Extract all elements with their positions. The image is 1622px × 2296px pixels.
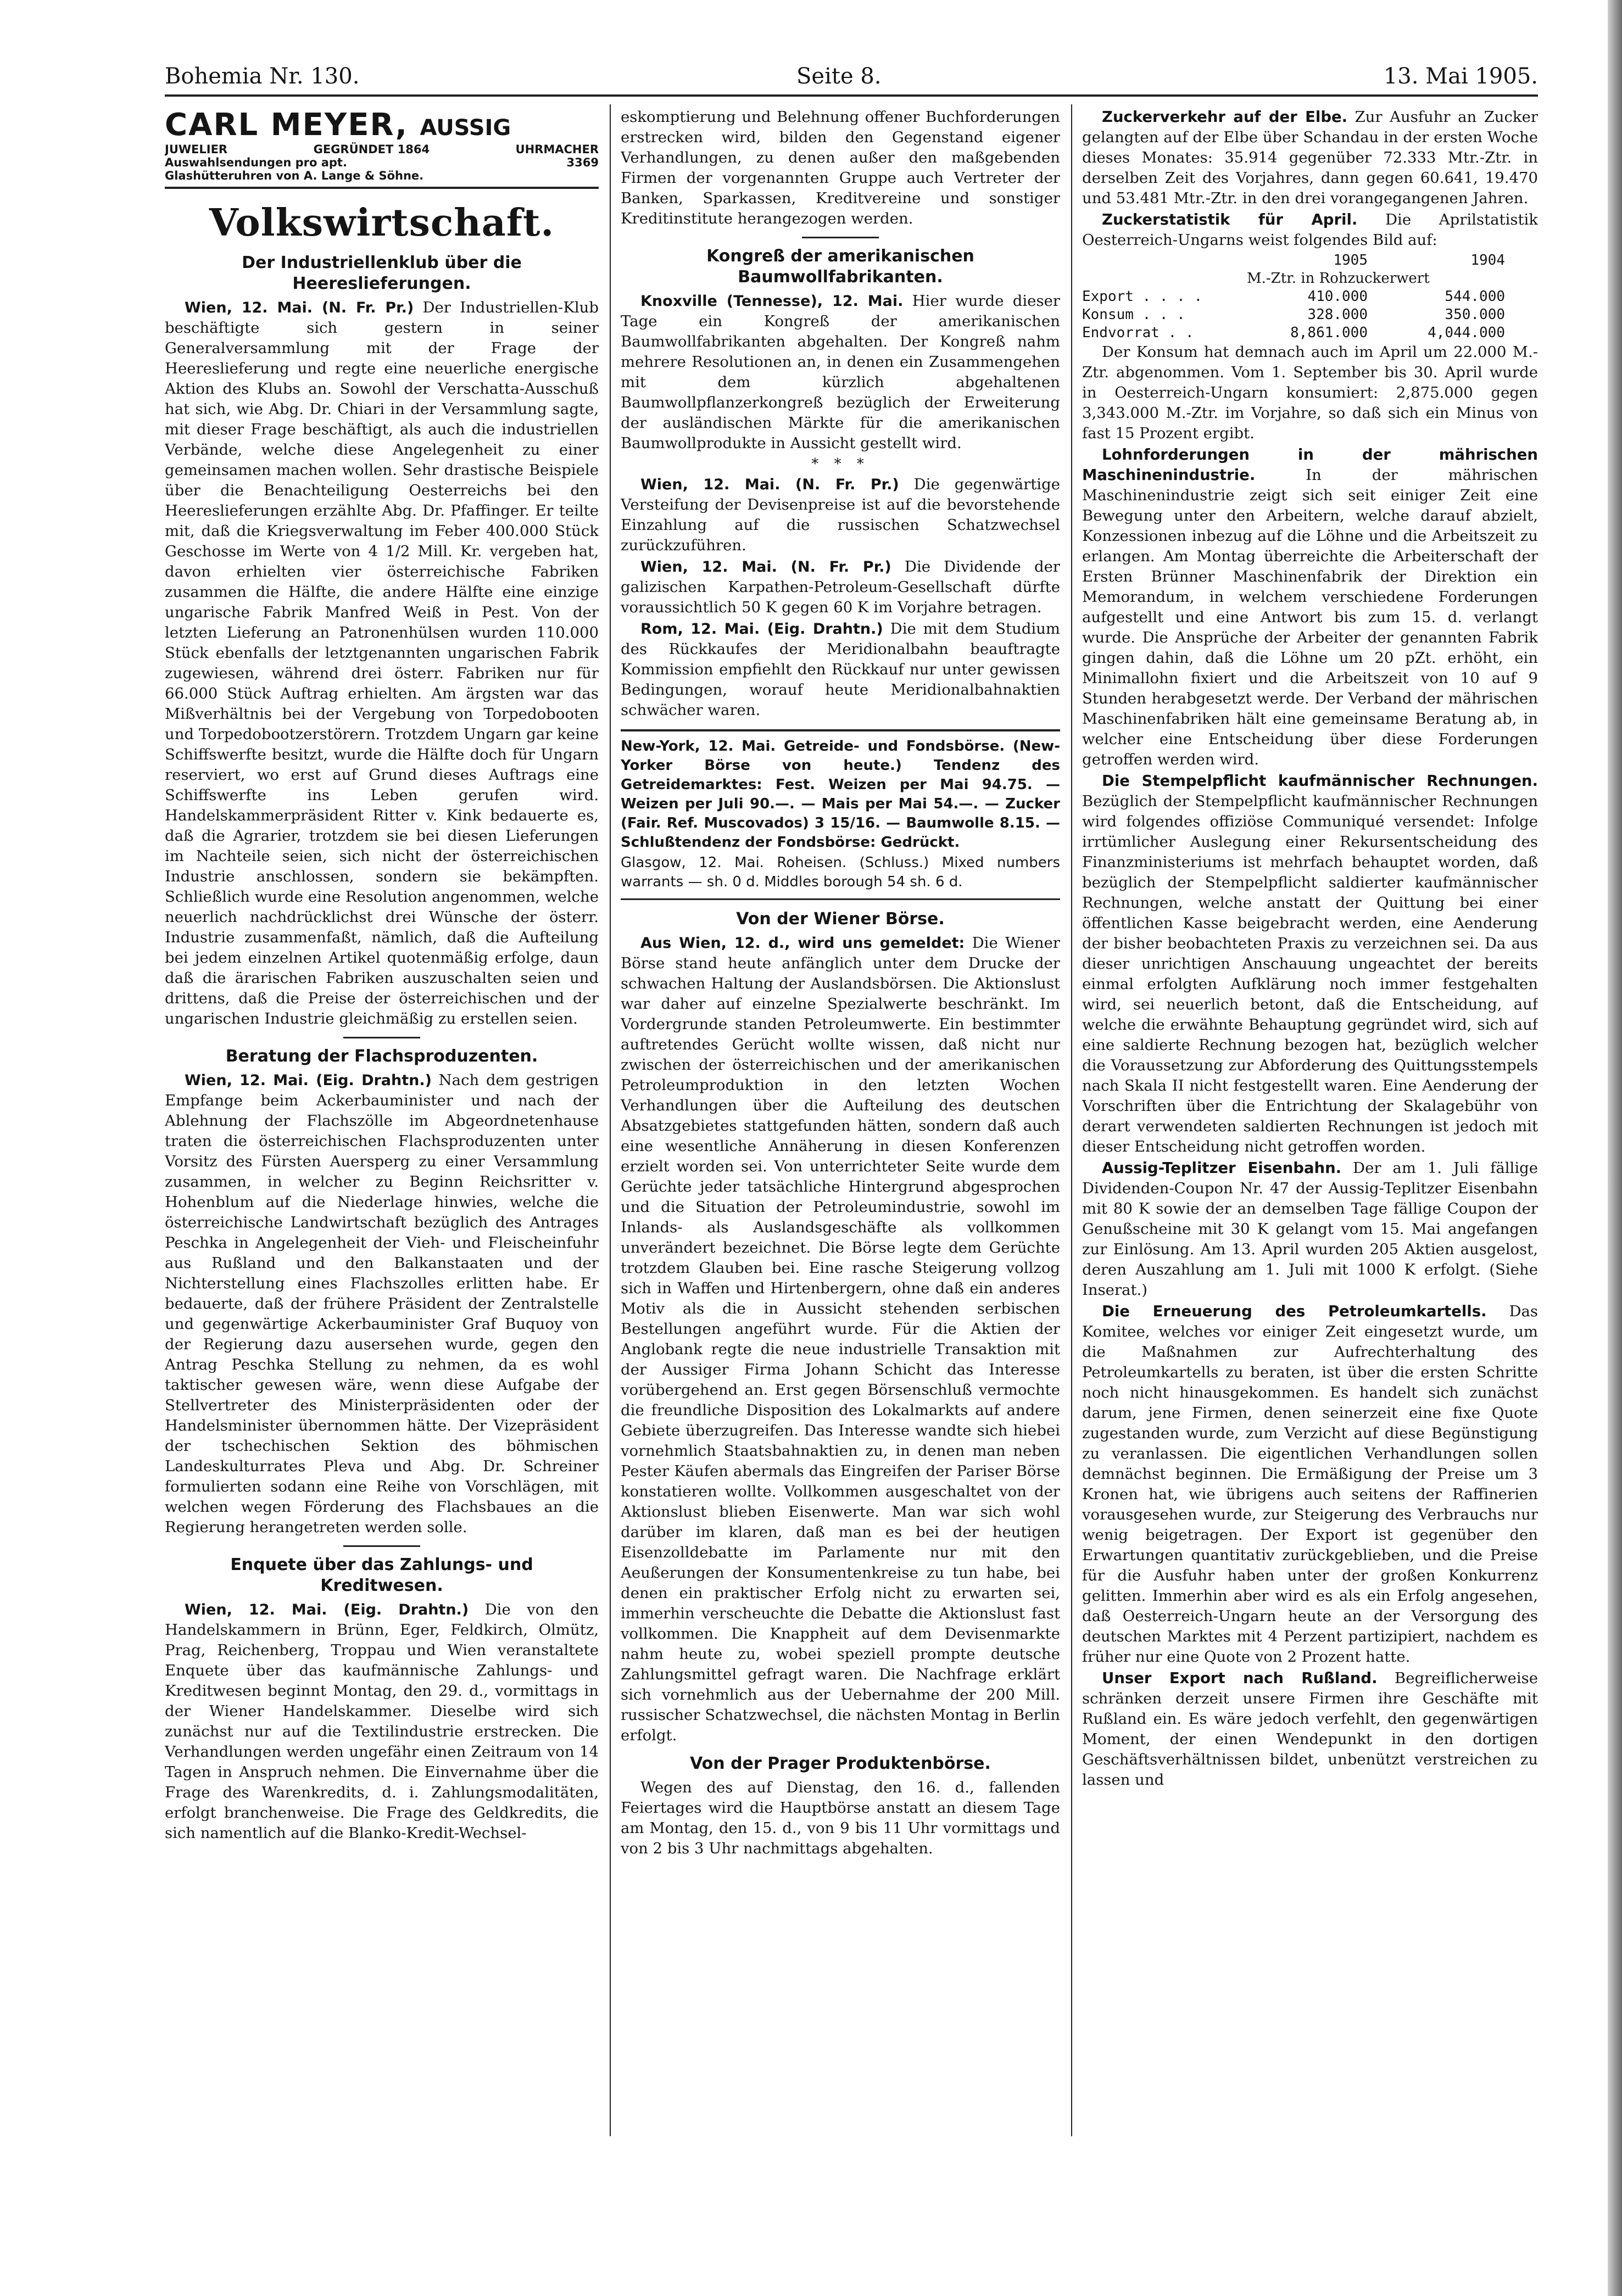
article-body: Zuckerstatistik für April. Die Aprilstatistik Oesterreich-Ungarns weist folgendes Bild auf: (1082, 211, 1538, 249)
article-title: Kongreß der amerikanischen Baumwollfabrikanten. (706, 247, 974, 287)
section-title: Volkswirtschaft. (209, 201, 555, 245)
header-issue: Bohemia Nr. 130. (165, 64, 360, 89)
ad-selection: Auswahlsendungen pro apt. (165, 156, 347, 169)
article-title: Der Industriellenklub über die Heereslieferungen. (242, 253, 522, 293)
table-row: Konsum . . . 328.000 350.000 (1082, 306, 1505, 323)
stat-year-1: 1905 (1333, 252, 1368, 269)
divider (802, 237, 879, 238)
column-rule-2 (1071, 104, 1072, 2136)
article-body: Lohnforderungen in der mährischen Maschinenindustrie. In der mährischen Maschinenindustrie zeigt sich seit einiger Zeit eine Bewegung unter den Arbeitern, welche darauf abzielt, Konzessionen inbezug auf die Löhne und die Arbeitszeit zu erlangen. Am Montag überreichte die Arbeiterschaft der Ersten Brünner Maschinenfabrik der Direktion ein Memorandum, in welchem verschiedene Forderungen aufgestellt und eine Antwort bis zum 15. d. verlangt wurde. Die Ansprüche der Arbeiter der genannten Fabrik gingen dahin, daß die Löhne um 20 pZt. erhöht, ein Minimallohn fixiert und die Arbeitszeit von 10 auf 9 Stunden herabgesetzt werde. Der Verband der mährischen Maschinenfabriken hält eine gemeinsame Beratung ab, in welcher eine Entscheidung über diese Forderungen getroffen werden wird. (1082, 446, 1538, 768)
article-body: Unser Export nach Rußland. Begreiflicherweise schränken derzeit unsere Firmen ihre Geschäfte mit Rußland ein. Es wäre jedoch verfehlt, den gegenwärtigen Moment, der einen Wendepunkt in den dortigen Geschäftsverhältnissen bildet, unbenützt verstreichen zu lassen und (1082, 1669, 1538, 1789)
article-body: Wien, 12. Mai. (N. Fr. Pr.) Der Industriellen-Klub beschäftigte sich gestern in seiner Generalversammlung mit der Frage der Heereslieferung und regte eine neuerliche energische Aktion des Klubs an. Sowohl der Verschatta-Ausschuß hat sich, wie Abg. Dr. Chiari in der Versammlung sagte, mit dieser Frage beschäftigt, als auch die industriellen Verbände, welche diese Angelegenheit zu einer gemeinsamen machen wollen. Sehr drastische Beispiele über die Benachteiligung Oesterreichs bei den Heereslieferungen erzählte Abg. Dr. Pfaffinger. Er teilte mit, daß die Kriegsverwaltung im Feber 400.000 Stück Geschosse im Werte von 4 1/2 Mill. Kr. vergeben hat, davon erhielten vier österreichische Fabriken zusammen die Hälfte, die andere Hälfte eine einzige ungarische Fabrik Manfred Weiß in Pest. Von der letzten Lieferung an Patronenhülsen wurden 110.000 Stück ebenfalls der letztgenannten ungarischen Fabrik zugewiesen, während drei österr. Fabriken nur für 66.000 Stück Auftrag erhielten. Am ärgsten war das Mißverhältnis bei der Vergebung von Torpedobooten und Torpedobootzerstörern. Trotzdem Ungarn gar keine Schiffswerfte besitzt, wurde die Hälfte doch für Ungarn reserviert, wo erst auf Grund dieses Auftrags eine Schiffswerfte ins Leben gerufen wird. Handelskammerpräsident Ritter v. Kink bedauerte es, daß die Agrarier, trotzdem sie bei diesen Lieferungen im Nachteile seien, sich nicht der österreichischen Industrie anschlossen, sondern sie bekämpften. Schließlich wurde eine Resolution angenommen, welche neuerlich nachdrücklichst drei Wünsche der österr. Industrie zusammenfaßt, nämlich, daß die Aufteilung bei jedem einzelnen Artikel quotenmäßig erfolge, daun daß die ärarischen Fabriken auszuschalten seien und drittens, daß die Preise der österreichischen und der ungarischen Industrie gleichmäßig zu erstellen seien. (165, 299, 599, 1027)
article-title: Beratung der Flachsproduzenten. (225, 1047, 538, 1066)
header-page-number: Seite 8. (796, 64, 882, 89)
article-body: Wien, 12. Mai. (N. Fr. Pr.) Die gegenwärtige Versteifung der Devisenpreise ist auf die bevorstehende Einzahlung auf die russischen Schatzwechsel zurückzuführen. (621, 476, 1060, 554)
article-title: Von der Prager Produktenbörse. (690, 1754, 991, 1773)
ad-glashuette: Glashütteruhren von A. Lange & Söhne. (165, 169, 424, 182)
article-body: Rom, 12. Mai. (Eig. Drahtn.) Die mit dem Studium des Rückkaufes der Meridionalbahn beauftragte Kommission empfiehlt den Rückkauf nur unter gewissen Bedingungen, worauf heute Meridionalbahnaktien schwächer waren. (621, 620, 1060, 719)
article-continuation: eskomptierung und Belehnung offener Buchforderungen erstrecken wird, bilden den Gegenstand eigener Verhandlungen, zu denen außer den maßgebenden Firmen der vorgenannten Gruppe auch Vertreter der Banken, Sparkassen, Kreditvereine und sonstiger Kreditinstitute herangezogen werden. (621, 108, 1060, 227)
article-body: Wien, 12. Mai. (Eig. Drahtn.) Nach dem gestrigen Empfange beim Ackerbauminister und nach der Ablehnung der Flachszölle im Abgeordnetenhause traten die österreichischen Flachsproduzenten unter Vorsitz des Fürsten Auersperg zu einer Versammlung zusammen, in welcher zu Beginn Reichsritter v. Hohenblum auf die Niederlage hinwies, welche die österreichische Landwirtschaft bezüglich des Antrages Peschka in Angelegenheit der Vieh- und Fleischeinfuhr aus Rußland und den Balkanstaaten und der Nichterstellung eines Flachszolles erlitten habe. Er bedauerte, daß der frühere Präsident der Zentralstelle und gegenwärtige Ackerbauminister Graf Buquoy von der Regierung dazu ausersehen wurde, gegen den Antrag Peschka Stellung zu nehmen, da es wohl taktischer gewesen wäre, wenn diese Aufgabe der Stellvertreter des Ministerpräsidenten oder der Handelsminister übernommen hätte. Der Vizepräsident der tschechischen Sektion des böhmischen Landeskulturrates Pleva und Abg. Dr. Schreiner formulierten sodann eine Reihe von Vorschlägen, mit welchen wegen Förderung des Flachsbaues an die Regierung herangetreten werden solle. (165, 1071, 599, 1536)
column-2 (621, 107, 1060, 2139)
article-body: Aussig-Teplitzer Eisenbahn. Der am 1. Juli fällige Dividenden-Coupon Nr. 47 der Aussig-Teplitzer Eisenbahn mit 80 K sowie der an demselben Tage fällige Coupon der Genußscheine mit 30 K gelangt vom 15. Mai angefangen zur Einlösung. Am 13. April wurden 205 Aktien ausgelost, deren Auszahlung am 1. Juli mit 1000 K erfolgt. (Siehe Inserat.) (1082, 1159, 1538, 1299)
stat-unit: M.-Ztr. in Rohzuckerwert (1247, 270, 1430, 287)
stat-year-2: 1904 (1470, 252, 1505, 269)
article-body: Der Konsum hat demnach auch im April um 22.000 M.-Ztr. abgenommen. Vom 1. September bis 30. April wurde in Oesterreich-Ungarn konsumiert: 2,875.000 gegen 3,343.000 M.-Ztr. im Vorjahre, so daß sich ein Minus von fast 15 Prozent ergibt. (1082, 343, 1538, 442)
page-header (165, 60, 1538, 93)
ad-founded: GEGRÜNDET 1864 (313, 143, 430, 156)
newspaper-page (165, 60, 1538, 2147)
table-row: Export . . . . 410.000 544.000 (1082, 288, 1505, 305)
column-3 (1082, 107, 1538, 2139)
article-body: Aus Wien, 12. d., wird uns gemeldet: Die Wiener Börse stand heute anfänglich unter dem Drucke der schwachen Haltung der Auslandsbörsen. Die Aktionslust war daher auf einzelne Spezialwerte beschränkt. Im Vordergrunde standen Petroleumwerte. Ein bestimmter auftretendes Gerücht wollte wissen, daß nicht nur zwischen der österreichischen und der amerikanischen Petroleumproduktion in den letzten Wochen Verhandlungen über die Aufteilung des deutschen Absatzgebietes stattgefunden hätten, sondern daß auch eine wesentliche Annäherung in diesen Konferenzen erzielt worden sei. Von unterrichteter Seite wurde dem Gerüchte jeder tatsächliche Hintergrund abgesprochen und die Situation der Petroleumindustrie, sowohl im Inlands- als Auslandsgeschäfte als vollkommen unverändert bezeichnet. Die Börse legte dem Gerüchte trotzdem Glauben bei. Eine rasche Steigerung vollzog sich in Waffen und Hirtenbergern, ohne daß ein anderes Motiv als die in Aussicht stehenden serbischen Bestellungen angeführt wurde. Für die Aktien der Anglobank regte die neue industrielle Transaktion mit der Aussiger Firma Johann Schicht das Interesse vorübergehend an. Erst gegen Börsenschluß vermochte die freundliche Disposition des Lokalmarkts auf andere Gebiete überzugreifen. Das Interesse wandte sich hiebei vornehmlich Staatsbahnaktien zu, in denen man neben Pester Käufen abermals das Eingreifen der Pariser Börse konstatieren wollte. Vollkommen ausgeschaltet von der Aktionslust blieben Eisenwerte. Man war sich wohl darüber im klaren, daß man es bei der heutigen Eisenzolldebatte im Parlamente nur mit den Aeußerungen der Konsumentenkreise zu tun habe, bei denen ein praktischer Erfolg nicht zu erwarten sei, immerhin verscheuchte die Debatte die Aktionslust fast vollkommen. Die Knappheit auf dem Devisenmarkte nahm heute zu, wobei speziell prompte deutsche Zahlungsmittel gefragt waren. Die Nachfrage erklärt sich vornehmlich aus der Uebernahme der 200 Mill. russischer Schatzwechsel, die nächsten Montag in Berlin erfolgt. (621, 934, 1060, 1744)
glasgow-report: Glasgow, 12. Mai. Roheisen. (Schluss.) Mixed numbers warrants — sh. 0 d. Middles borough 54 sh. 6 d. (621, 854, 1060, 890)
advertisement (165, 107, 599, 189)
divider (343, 1037, 420, 1038)
newyork-report: New-York, 12. Mai. Getreide- und Fondsbörse. (New-Yorker Börse von heute.) Tendenz des Getreidemarktes: Fest. Weizen per Mai 94.75. — Weizen per Juli 90.—. — Mais per Mai 54.—. — Zucker (Fair. Ref. Muscovados) 3 15/16. — Baumwolle 8.15. — Schlußtendenz der Fondsbörse: Gedrückt. (621, 738, 1060, 851)
article-body: Zuckerverkehr auf der Elbe. Zur Ausfuhr an Zucker gelangten auf der Elbe über Schandau in der ersten Woche dieses Monates: 35.914 gegenüber 72.333 Mtr.-Ztr. in derselben Zeit des Vorjahres, dann gegen 60.641, 19.470 und 53.481 Mtr.-Ztr. in den drei vorangegangenen Jahren. (1082, 108, 1538, 207)
scan-shadow (1608, 0, 1622, 2296)
column-1 (165, 107, 599, 2139)
column-rule-1 (610, 104, 611, 2136)
article-title: Enquete über das Zahlungs- und Kreditwesen. (230, 1555, 533, 1595)
article-body: Knoxville (Tennesse), 12. Mai. Hier wurde dieser Tage ein Kongreß der amerikanischen Baumwollfabrikanten abgehalten. Der Kongreß nahm mehrere Resolutionen an, in denen ein Zusammengehen mit dem kürzlich abgehaltenen Baumwollpflanzerkongreß bezüglich der Erweiterung der ausländischen Märkte für die amerikanischen Baumwollprodukte in Aussicht gestellt wird. (621, 292, 1060, 452)
ad-watchmaker: UHRMACHER (515, 143, 599, 156)
table-row: Endvorrat . . 8,861.000 4,044.000 (1082, 325, 1505, 341)
statistics-table (1082, 252, 1538, 342)
ad-jeweler: JUWELIER (165, 143, 228, 156)
divider (343, 1545, 420, 1547)
article-title: Von der Wiener Börse. (736, 909, 945, 929)
ad-company-name: CARL MEYER, (165, 107, 408, 143)
article-body: Wegen des auf Dienstag, den 16. d., fallenden Feiertages wird die Hauptbörse anstatt an diesem Tage am Montag, den 15. d., von 9 bis 11 Uhr vormittags und von 2 bis 3 Uhr nachmittags abgehalten. (621, 1779, 1060, 1857)
star-separator: * * * (811, 456, 869, 472)
market-report-box (621, 729, 1060, 900)
article-body: Wien, 12. Mai. (Eig. Drahtn.) Die von den Handelskammern in Brünn, Eger, Feldkirch, Olmütz, Prag, Reichenberg, Troppau und Wien veranstaltete Enquete über das kaufmännische Zahlungs- und Kreditwesen beginnt Montag, den 29. d., vormittags in der Wiener Handelskammer. Dieselbe wird sich zunächst nur auf die Textilindustrie erstrecken. Die Verhandlungen werden ungefähr einen Zeitraum von 14 Tagen in Anspruch nehmen. Die Einvernahme über die Frage des Warenkredits, d. i. Zahlungsmodalitäten, erfolgt branchenweise. Die Frage des Geldkredits, die sich namentlich auf die Blanko-Kredit-Wechsel- (165, 1601, 599, 1842)
article-body: Wien, 12. Mai. (N. Fr. Pr.) Die Dividende der galizischen Karpathen-Petroleum-Gesellschaft dürfte voraussichtlich 50 K gegen 60 K im Vorjahre betragen. (621, 558, 1060, 616)
ad-town: AUSSIG (420, 115, 511, 141)
article-body: Die Stempelpflicht kaufmännischer Rechnungen. Bezüglich der Stempelpflicht kaufmännischer Rechnungen wird folgendes offiziöse Communiqué versendet: Infolge irrtümlicher Auslegung einer Rekursentscheidung des Finanzministeriums ist mehrfach behauptet worden, daß bezüglich der Stempelpflicht saldierter kaufmännischer Rechnungen, welche anstatt der Quittung bei einer öffentlichen Kasse beigebracht werden, eine Aenderung der bisher beobachteten Praxis zu verzeichnen sei. Da aus dieser unrichtigen Anschauung ungeachtet der bereits einmal erfolgten Aufklärung noch immer festgehalten wird, sei neuerlich betont, daß die Entscheidung, auf welche die erwähnte Behauptung gegründet wird, sich auf eine saldierte Rechnung bezogen hat, bezüglich welcher die Voraussetzung zur Abforderung des Quittungsstempels nach Skala II nicht festgestellt waren. Eine Aenderung der Vorschriften über die Entrichtung der Skalagebühr von derart verwendeten saldierten Rechnungen ist jedoch mit dieser Entscheidung nicht getroffen worden. (1082, 772, 1538, 1155)
header-date: 13. Mai 1905. (1383, 64, 1538, 89)
article-body: Die Erneuerung des Petroleumkartells. Das Komitee, welches vor einiger Zeit eingesetzt wurde, um die Maßnahmen zur Aufrechterhaltung des Petroleumkartells zu beraten, ist über die ersten Schritte noch nicht hinausgekommen. Es handelt sich zunächst darum, jene Firmen, denen seinerzeit eine fixe Quote zugestanden wurde, zum Verzicht auf diese Begünstigung zu veranlassen. Die eigentlichen Verhandlungen sollen demnächst beginnen. Die Ermäßigung der Preise um 3 Kronen hat, wie übrigens auch seitens der Raffinerien vorausgesehen wurde, zur Steigerung des Verbrauchs nur wenig beigetragen. Der Export ist gegenüber den Erwartungen quantitativ zurückgeblieben, und die Preise für die Ausfuhr haben unter der großen Konkurrenz gelitten. Immerhin aber wird es als ein Erfolg angesehen, daß Oesterreich-Ungarn heute an der Versorgung des deutschen Marktes mit 4 Perzent partizipiert, nachdem es früher nur eine Quote von 2 Prozent hatte. (1082, 1303, 1538, 1666)
header-rule (165, 94, 1538, 97)
ad-number: 3369 (566, 156, 599, 169)
